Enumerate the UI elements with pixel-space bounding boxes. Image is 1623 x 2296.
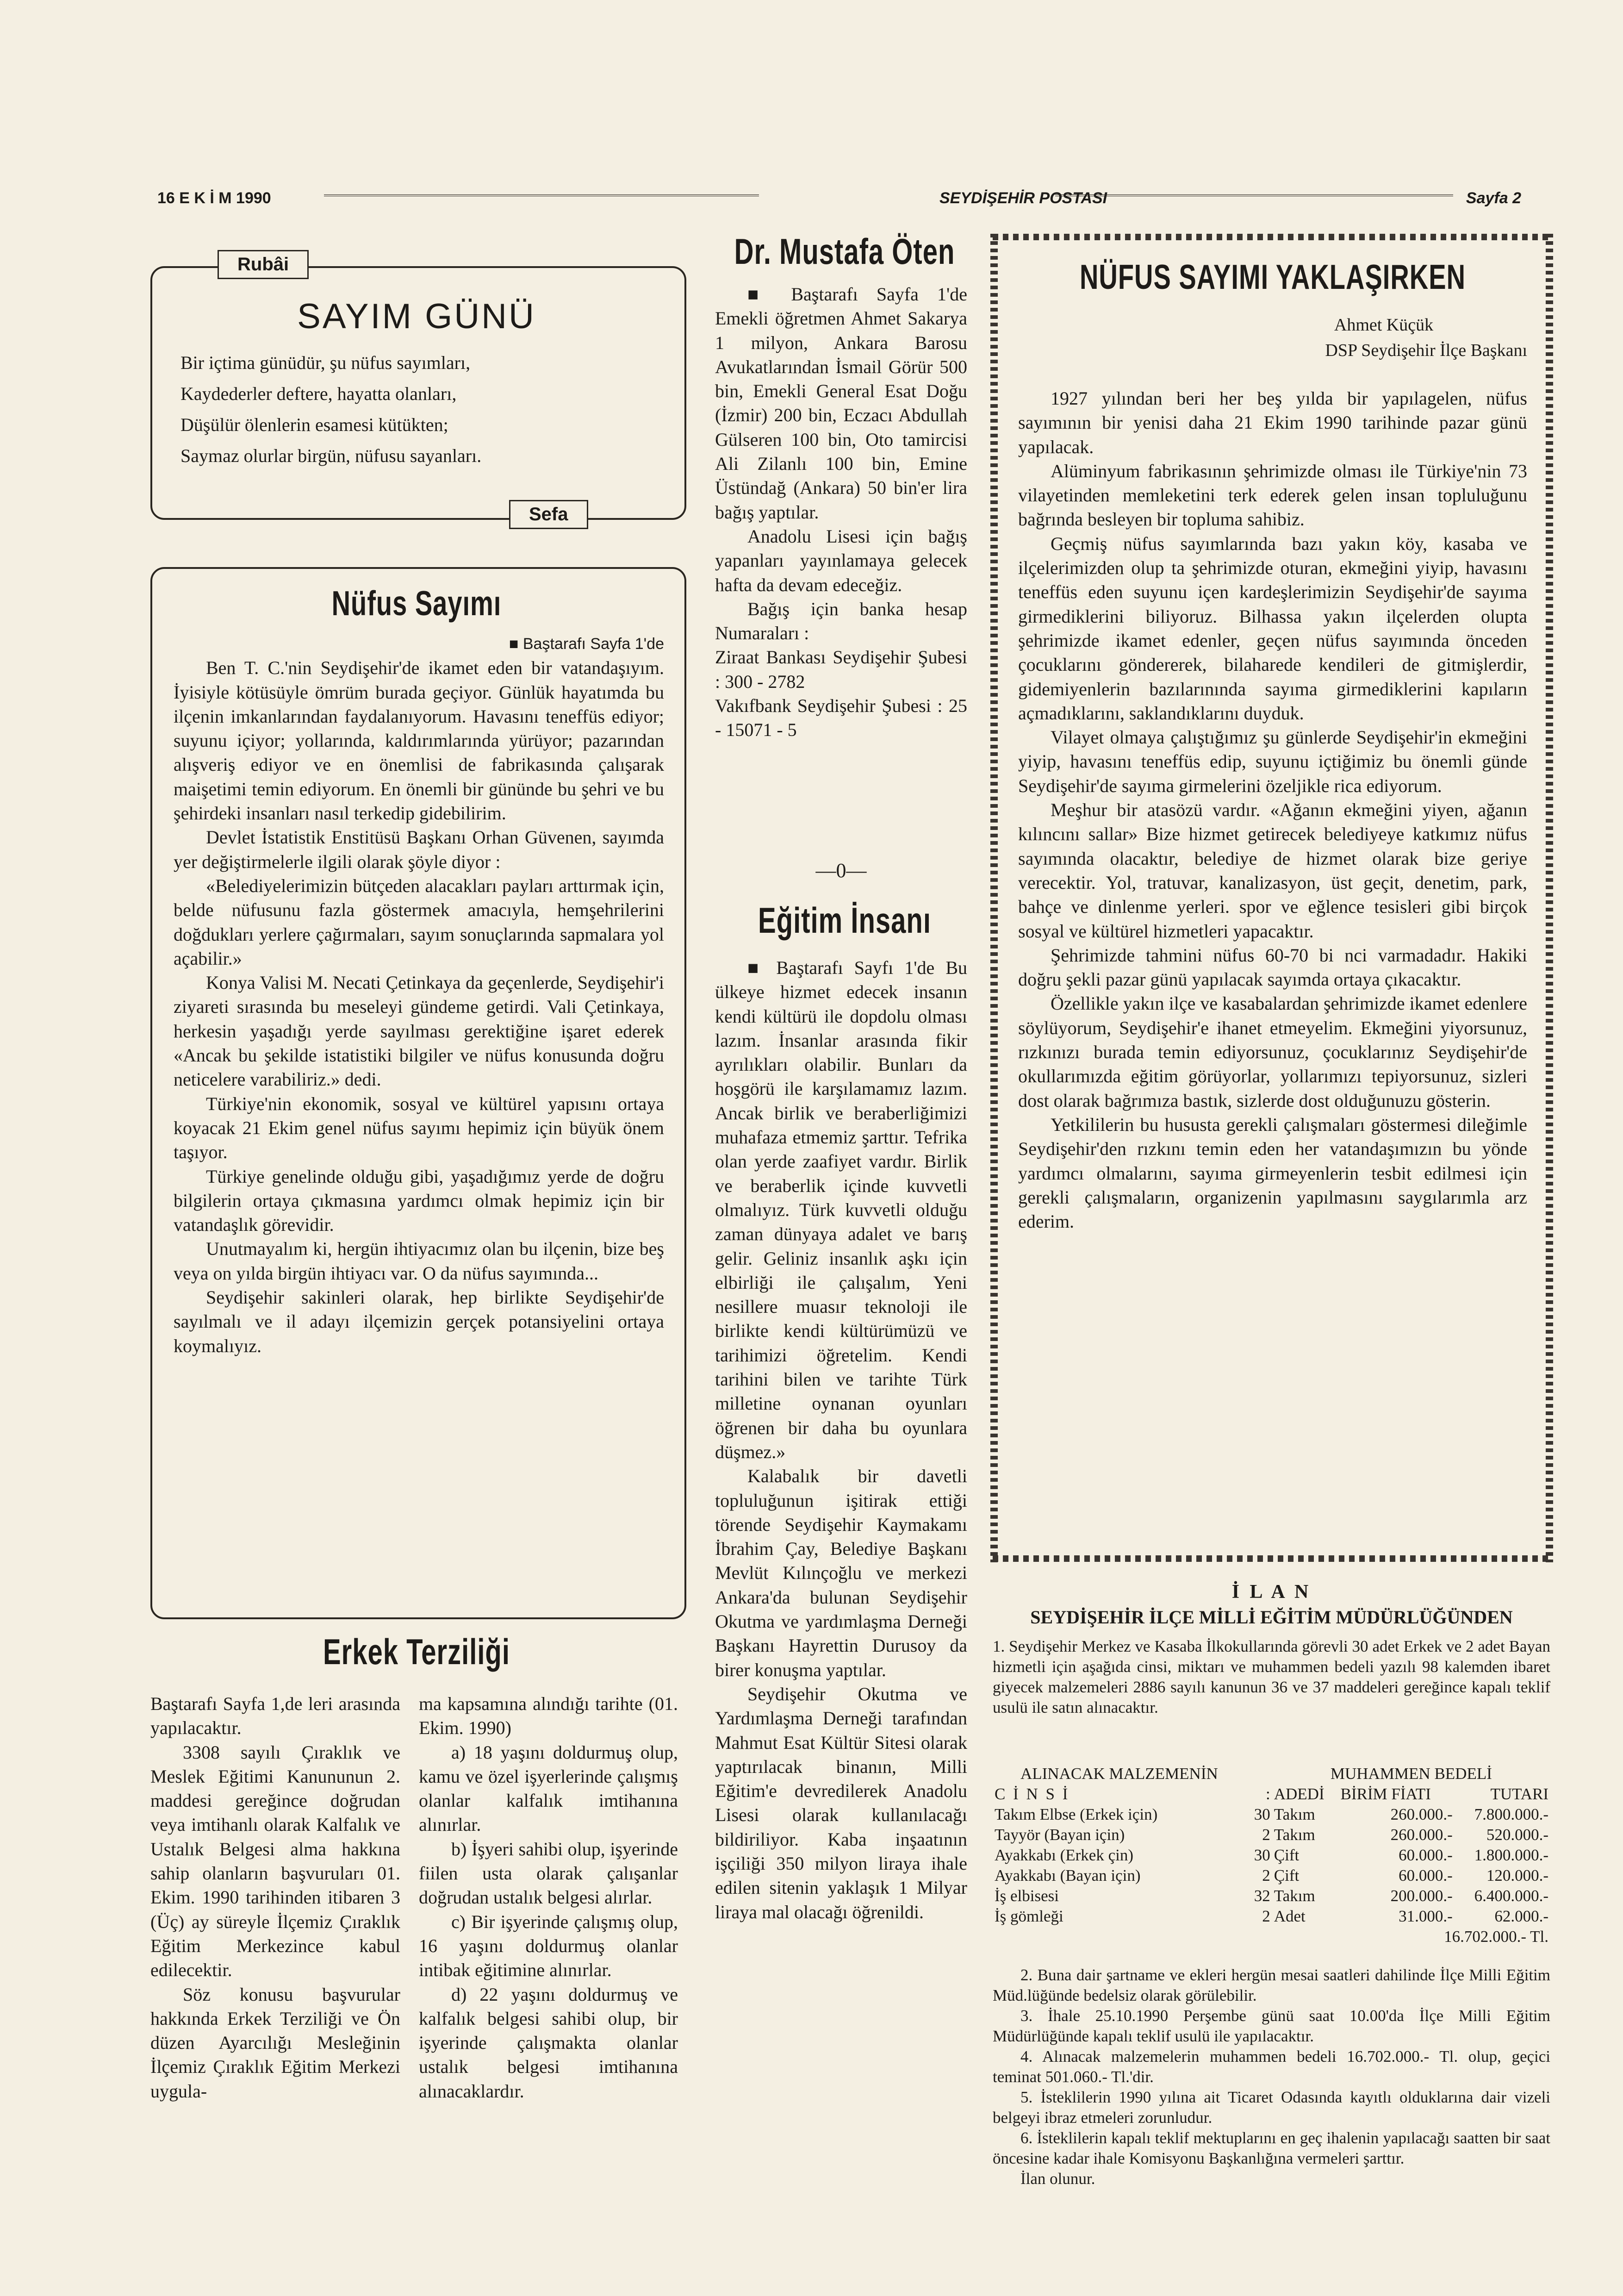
- yaklasirken-body: [1018, 387, 1527, 1234]
- poem-line: Bir içtima günüdür, şu nüfus sayımları,: [180, 352, 471, 373]
- wavy-border-left: [990, 234, 998, 1562]
- table-row: [993, 1804, 1550, 1825]
- table-row: [993, 1845, 1550, 1866]
- cell-unit: Takım: [1274, 1887, 1315, 1905]
- cell-qty: 2: [1262, 1907, 1270, 1925]
- author-title: DSP Seydişehir İlçe Başkanı: [1325, 341, 1527, 360]
- ilan-title: İ L A N: [1231, 1581, 1312, 1603]
- header-rule-right: [1055, 194, 1453, 196]
- oten-body: [715, 282, 967, 742]
- table-head-row: [993, 1764, 1550, 1784]
- cell-unit: Çift: [1274, 1866, 1300, 1884]
- cell-total: 6.400.000.-: [1474, 1887, 1548, 1905]
- cell-price: 200.000.-: [1390, 1887, 1453, 1905]
- paragraph: Konya Valisi M. Necati Çetinkaya da geçenlerde, Seydişehir'i ziyareti sırasında bu meseleyi gündeme getirdi. Vali Çetinkaya, herkesin yaşadığı yerde sayılması gerektiğine işaret ederek «Ancak bu şekilde istatistiki bilgiler ve nüfus konusunda doğru neticelere varabiliriz.» dedi.: [174, 972, 664, 1090]
- rubai-author: Sefa: [509, 500, 588, 529]
- table-head: BİRİM FİATI: [1340, 1785, 1431, 1803]
- paragraph: Geçmiş nüfus sayımlarında bazı yakın köy, kasaba ve ilçelerimizden olup ta şehrimizde oturan, ekmeğini yiyip, havasını teneffüs eden suyunu içen kardeşlerimizin Seydişehir'de sayıma girmediklerini biliyoruz. Bilhassa yakın ilçelerden olupta şehrimizde ikamet edenler, geçen nüfus sayımında önceden çocuklarını göndererek, bilaharede kendileri de gitmişlerdir, gidemiyenlerin bazılarınında sayıma girmediklerini kapıların açmadıklarını, saklandıklarını duyduk.: [1018, 533, 1527, 724]
- cell-price: 31.000.-: [1399, 1907, 1453, 1925]
- cell-qty: 32: [1254, 1887, 1270, 1905]
- cell-qty: 30: [1254, 1805, 1270, 1823]
- table-head: ADEDİ: [1274, 1785, 1325, 1803]
- cell-qty: 30: [1254, 1846, 1270, 1864]
- paragraph: «Belediyelerimizin bütçeden alacakları payları arttırmak için, belde nüfusunu fazla göstermek amacıyla, hemşehrilerini doğdukları yerlere çağırmaları, sayım sonuçlarında sapmalara yol açabilir.»: [174, 875, 664, 969]
- cell-price: 60.000.-: [1399, 1866, 1453, 1884]
- ilan-intro: 1. Seydişehir Merkez ve Kasaba İlkokullarında görevli 30 adet Erkek ve 2 adet Bayan hizmetli için aşağıda cinsi, miktarı ve muhammen bedeli yazılı 98 kalemden ibaret giyecek malzemeleri 2886 sayılı kanunun 36 ve 37 maddeleri gereğince kapalı teklif usulü ile satın alınacaktır.: [993, 1637, 1550, 1716]
- ilan-items: [993, 1965, 1550, 2189]
- wavy-border-top: [993, 234, 1550, 240]
- cell-unit: Adet: [1274, 1907, 1306, 1925]
- table-total-row: [993, 1927, 1550, 1947]
- cell-total: 1.800.000.-: [1474, 1846, 1548, 1864]
- paragraph: ■ Baştarafı Sayfa 1'de Emekli öğretmen Ahmet Sakarya 1 milyon, Ankara Barosu Avukatlarından İsmail Görür 500 bin, Emekli General Esat Doğu (İzmir) 200 bin, Eczacı Abdullah Gülseren 100 bin, Oto tamircisi Ali Zilanlı 100 bin, Emine Üstündağ (Ankara) 50 bin'er lira bağış yaptılar.: [715, 284, 967, 523]
- paragraph: Anadolu Lisesi için bağış yapanları yayınlamaya gelecek hafta da devam edeceğiz.: [715, 525, 967, 595]
- paragraph: Türkiye'nin ekonomik, sosyal ve kültürel yapısını ortaya koyacak 21 Ekim genel nüfus sayımı hepimiz için büyük önem taşıyor.: [174, 1093, 664, 1163]
- ilan-item: 3. İhale 25.10.1990 Perşembe günü saat 10.00'da İlçe Milli Eğitim Müdürlüğünde kapalı teklif usulü ile yapılacaktır.: [993, 2007, 1550, 2045]
- oten-title: Dr. Mustafa Öten: [734, 231, 955, 272]
- paragraph: Baştarafı Sayfa 1,de leri arasında yapılacaktır.: [150, 1693, 400, 1739]
- cell-total: 7.800.000.-: [1474, 1805, 1548, 1823]
- paragraph: 3308 sayılı Çıraklık ve Meslek Eğitimi Kanununun 2. maddesi gereğince doğrudan veya imtihanlı olarak Kalfalık ve Ustalık Belgesi alma hakkına sahip olanların başvuruları 01. Ekim. 1990 tarihinden itibaren 3 (Üç) ay süreyle İlçemiz Çıraklık Eğitim Merkezince kabul edilecektir.: [150, 1741, 400, 1981]
- table-head: C İ N S İ: [995, 1785, 1070, 1803]
- ilan-table: [993, 1764, 1550, 1947]
- paragraph: Kalabalık bir davetli topluluğunun işitirak ettiği törende Seydişehir Kaymakamı İbrahim Çay, Belediye Başkanı Mevlüt Kılınçoğlu ve merkezi Ankara'da bulunan Seydişehir Okutma ve yardımlaşma Derneği Başkanı Hayrettin Durusoy da birer konuşma yaptılar.: [715, 1466, 967, 1680]
- table-head-row: [993, 1784, 1550, 1804]
- paragraph: Şehrimizde tahmini nüfus 60-70 bi nci varmadadır. Hakiki doğru şekli pazar günü yapılacak sayımda ortaya çıkacaktır.: [1018, 944, 1527, 990]
- cell-total: 120.000.-: [1486, 1866, 1548, 1884]
- rubai-label: Rubâi: [218, 250, 309, 279]
- cell-price: 260.000.-: [1390, 1826, 1453, 1844]
- wavy-border-bottom: [993, 1555, 1550, 1562]
- table-row: [993, 1825, 1550, 1845]
- paragraph: ■ Baştarafı Sayfı 1'de Bu ülkeye hizmet edecek insanın kendi kültürü ile dopdolu olması lazım. İnsanlar arasında fikir ayrılıkları olabilir. Bunları da hoşgörü ile karşılamamız lazım. Ancak birlik ve beraberliğimizi muhafaza etmemiz şarttır. Tefrika olan yerde zaafiyet vardır. Birlik ve beraberlik içinde kuvvetli olmalıyız. Türk kuvvetli olduğu zaman dünyaya adalet ve barış gelir. Geliniz insanlık aşkı için elbirliği ile çalışalım, Yeni nesillere muasır teknoloji ile birlikte kendi kültürümüzü ve tarihimizi öğretelim. Kendi tarihini bilen ve tarihte Türk milletine oynanan oyunları öğrenen bir daha bu oyunlara düşmez.»: [715, 957, 967, 1462]
- continued-note: ■ Baştarafı Sayfa 1'de: [509, 635, 664, 653]
- egitim-body: [715, 956, 967, 1924]
- table-head: ALINACAK MALZEMENİN: [1020, 1765, 1218, 1783]
- paragraph: 1927 yılından beri her beş yılda bir yapılagelen, nüfus sayımının bir yenisi daha 21 Ekim 1990 tarihinde pazar günü yapılacak.: [1018, 388, 1527, 457]
- erkek-col1: [150, 1692, 400, 2103]
- paragraph: Seydişehir Okutma ve Yardımlaşma Derneği tarafından Mahmut Esat Kültür Sitesi olarak yaptırılacak binanın, Milli Eğitim'e devredilerek Anadolu Lisesi olarak kullanılacağı bildiriliyor. Kaba inşaatının işçiliği 350 milyon liraya ihale edilen sitenin yaklaşık 1 Milyar liraya mal olacağı öğrenildi.: [715, 1683, 967, 1922]
- paragraph: Ziraat Bankası Seydişehir Şubesi : 300 - 2782: [715, 647, 967, 692]
- paragraph: b) İşyeri sahibi olup, işyerinde fiilen usta olarak çalışanlar doğrudan ustalık belgesi alırlar.: [419, 1838, 678, 1908]
- table-row: [993, 1906, 1550, 1927]
- paragraph: Söz konusu başvurular hakkında Erkek Terziliği ve Ön düzen Ayarcılığı Mesleğinin İlçemiz Çıraklık Eğitim Merkezi uygula-: [150, 1984, 400, 2102]
- table-total: 16.702.000.- Tl.: [1444, 1928, 1548, 1946]
- cell-unit: Çift: [1274, 1846, 1300, 1864]
- cell-qty: 2: [1262, 1866, 1270, 1884]
- ilan-item: 6. İsteklilerin kapalı teklif mektuplarını en geç ihalenin yapılacağı saatten bir saat öncesine kadar ihale Komisyonu Başkanlığına vermeleri şarttır.: [993, 2129, 1550, 2167]
- erkek-title: Erkek Terziliği: [323, 1631, 510, 1672]
- erkek-col2: [419, 1692, 678, 2103]
- cell-qty: 2: [1262, 1826, 1270, 1844]
- rubai-poem: [180, 347, 481, 471]
- poem-line: Kaydederler deftere, hayatta olanları,: [180, 383, 457, 404]
- paragraph: Türkiye genelinde olduğu gibi, yaşadığımız yerde de doğru bilgilerin ortaya çıkmasına yardımcı olmak hepimiz için bir vatandaşlık görevidir.: [174, 1166, 664, 1235]
- cell-item: İş gömleği: [995, 1907, 1063, 1925]
- paragraph: Vilayet olmaya çalıştığımız şu günlerde Seydişehir'in ekmeğini yiyip, havasını teneffüs edip, suyunu içtiğimiz bu önemli günde Seydişehir'de sayıma girmelerini özeljikle rica ediyorum.: [1018, 727, 1527, 796]
- wavy-border-right: [1546, 234, 1553, 1562]
- paragraph: ma kapsamına alındığı tarihte (01. Ekim. 1990): [419, 1693, 678, 1739]
- paragraph: Unutmayalım ki, hergün ihtiyacımız olan bu ilçenin, bize beş veya on yılda birgün ihtiyacı var. O da nüfus sayımında...: [174, 1238, 664, 1284]
- author-name: Ahmet Küçük: [1334, 315, 1434, 335]
- yaklasirken-title: NÜFUS SAYIMI YAKLAŞIRKEN: [1079, 256, 1466, 297]
- ilan-item: 2. Buna dair şartname ve ekleri hergün mesai saatleri dahilinde İlçe Milli Eğitim Müd.lüğünde bedelsiz olarak görülebilir.: [993, 1966, 1550, 2004]
- newspaper-name: SEYDİŞEHİR POSTASI: [939, 189, 1107, 207]
- nufus-body: [174, 632, 664, 1358]
- page-header: [157, 183, 1530, 215]
- cell-unit: Takım: [1274, 1805, 1315, 1823]
- paragraph: c) Bir işyerinde çalışmış olup, 16 yaşını doldurmuş olanlar intibak eğitimine alınırlar.: [419, 1911, 678, 1981]
- page-number: Sayfa 2: [1466, 189, 1521, 207]
- issue-date: 16 E K İ M 1990: [157, 189, 271, 207]
- egitim-title: Eğitim İnsanı: [758, 900, 931, 941]
- cell-total: 62.000.-: [1494, 1907, 1548, 1925]
- paragraph: a) 18 yaşını doldurmuş olup, kamu ve özel işyerlerinde çalışmış olanlar kalfalık imtihanına alınırlar.: [419, 1741, 678, 1835]
- cell-unit: Takım: [1274, 1826, 1315, 1844]
- ilan-item: İlan olunur.: [1020, 2170, 1095, 2188]
- paragraph: Özellikle yakın ilçe ve kasabalardan şehrimizde ikamet edenlere söylüyorum, Seydişehir'e ihanet etmeyelim. Ekmeğini yiyorsunuz, rızkınızı burada temin ediyorsunuz, çocuklarınız Seydişehir'de okullarımızda eğitim görüyorlar, yollarımızı tepiyorsunuz, sizleri dost olarak bağrımıza bastık, sizlerde dost olduğunuzu gösterin.: [1018, 993, 1527, 1111]
- paragraph: Yetkililerin bu hususta gerekli çalışmaları göstermesi dileğimle Seydişehir'den rızkını temin eden her vatandaşımızın bu yönde yardımcı olmalarını, sayıma girmeyenlerin tesbit edilmesi için gerekli çalışmaların, organizenin yapılmasını saygılarımla arz ederim.: [1018, 1114, 1527, 1232]
- paragraph: Bağış için banka hesap Numaraları :: [715, 598, 967, 644]
- cell-price: 260.000.-: [1390, 1805, 1453, 1823]
- poem-line: Düşülür ölenlerin esamesi kütükten;: [180, 414, 448, 435]
- table-row: [993, 1886, 1550, 1906]
- ilan-item: 5. İsteklilerin 1990 yılına ait Ticaret Odasında kayıtlı olduklarına dair vizeli belgeyi ibraz etmeleri zorunludur.: [993, 2088, 1550, 2127]
- table-head: TUTARI: [1490, 1785, 1548, 1803]
- cell-item: Ayakkabı (Erkek çin): [995, 1846, 1133, 1864]
- cell-total: 520.000.-: [1486, 1826, 1548, 1844]
- table-head: :: [1266, 1785, 1270, 1803]
- paragraph: Seydişehir sakinleri olarak, hep birlikte Seydişehir'de sayılmalı ve il adayı ilçemizin gerçek potansiyelini ortaya koymalıyız.: [174, 1287, 664, 1356]
- separator: —0—: [815, 859, 867, 882]
- table-head: MUHAMMEN BEDELİ: [1330, 1765, 1492, 1783]
- cell-item: Takım Elbse (Erkek için): [995, 1805, 1158, 1823]
- cell-item: İş elbisesi: [995, 1887, 1059, 1905]
- ilan-item: 4. Alınacak malzemelerin muhammen bedeli 16.702.000.- Tl. olup, geçici teminat 501.060.- Tl.'dir.: [993, 2047, 1550, 2086]
- table-row: [993, 1866, 1550, 1886]
- cell-price: 60.000.-: [1399, 1846, 1453, 1864]
- rubai-title: SAYIM GÜNÜ: [297, 297, 536, 336]
- nufus-title: Nüfus Sayımı: [331, 583, 502, 623]
- cell-item: Tayyör (Bayan için): [995, 1826, 1125, 1844]
- paragraph: Ben T. C.'nin Seydişehir'de ikamet eden bir vatandaşıyım. İyisiyle kötüsüyle ömrüm burada geçiyor. Günlük hayatımda bu ilçenin imkanlarından faydalanıyorum. Havasını teneffüs ediyor; suyunu içiyor; yollarında, kaldırımlarında yürüyor; pazarından alışveriş ediyor ve en önemlisi de fabrikasında çalışarak maişetimi temin ediyorum. En önemli bir gününde bu şehri ve bu şehirdeki insanları nasıl terkedip gidebilirim.: [174, 657, 664, 824]
- ilan-subtitle: SEYDİŞEHİR İLÇE MİLLİ EĞİTİM MÜDÜRLÜĞÜNDEN: [1030, 1607, 1513, 1628]
- header-rule-left: [324, 194, 759, 196]
- paragraph: Devlet İstatistik Enstitüsü Başkanı Orhan Güvenen, sayımda yer değiştirmelerle ilgili olarak şöyle diyor :: [174, 827, 664, 872]
- paragraph: d) 22 yaşını doldurmuş ve kalfalık belgesi sahibi olup, bir işyerinde çalışmakta olanlar ustalık belgesi imtihanına alınacaklardır.: [419, 1984, 678, 2102]
- paragraph: Alüminyum fabrikasının şehrimizde olması ile Türkiye'nin 73 vilayetinden memleketini terk ederek gelen insan topluluğunu bağrında besleyen bir topluma sahibiz.: [1018, 460, 1527, 530]
- paragraph: Meşhur bir atasözü vardır. «Ağanın ekmeğini yiyen, ağanın kılıncını sallar» Bize hizmet getirecek belediyeye katkımız nüfus sayımında olacaktır, belediye de hizmet olarak bize geriye verecektir. Yol, tratuvar, kanalizasyon, üst geçit, denetim, park, bahçe ve dinlenme yerleri. spor ve eğlence tesisleri gibi birçok sosyal ve kültürel hizmetleri yapacaktır.: [1018, 799, 1527, 942]
- cell-item: Ayakkabı (Bayan için): [995, 1866, 1141, 1884]
- paragraph: Vakıfbank Seydişehir Şubesi : 25 - 15071 - 5: [715, 695, 967, 741]
- poem-line: Saymaz olurlar birgün, nüfusu sayanları.: [180, 445, 482, 466]
